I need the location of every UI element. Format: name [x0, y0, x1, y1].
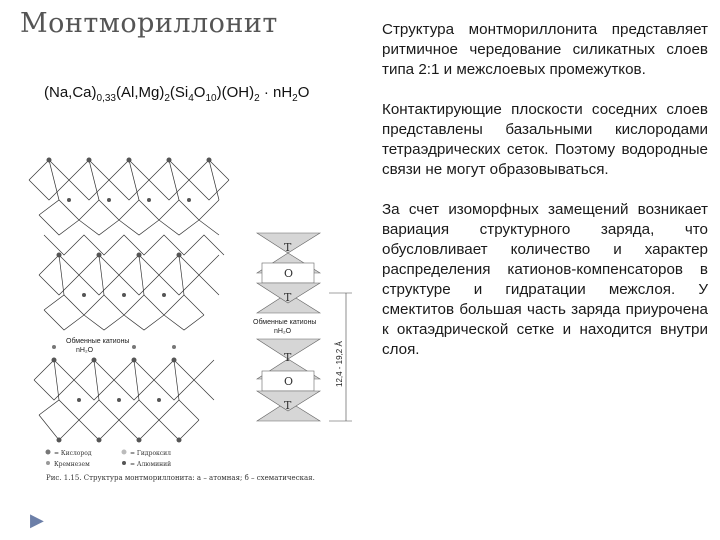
svg-text:Обменные катионы: Обменные катионы	[66, 338, 130, 345]
atomic-layer-middle	[39, 255, 219, 330]
svg-text:T: T	[284, 399, 292, 412]
figure-caption: Рис. 1.15. Структура монтмориллонита: а – атомная; б – схематическая.	[46, 474, 315, 482]
exchange-cations-left	[66, 337, 129, 354]
figure-legend	[46, 450, 172, 469]
slide-nav-arrow-icon[interactable]: ▶	[30, 510, 44, 530]
svg-text:Кремнезем: Кремнезем	[54, 461, 90, 468]
atomic-layer-top	[29, 160, 229, 255]
schematic-bottom-layer	[257, 339, 320, 421]
svg-text:= Гидроксил: = Гидроксил	[130, 450, 171, 457]
spacing-label: 12,4 - 19,2 Å	[335, 341, 344, 387]
svg-text:T: T	[284, 291, 292, 304]
paragraph-structure: Структура монтмориллонита представляет ритмичное чередование силикатных слоев типа 2:1 и межслоевых промежутков.	[382, 21, 708, 78]
svg-text:T: T	[284, 241, 292, 254]
svg-text:Обменные катионы: Обменные катионы	[253, 319, 317, 326]
schematic-top-layer	[257, 233, 320, 313]
paragraph-contact-planes: Контактирующие плоскости соседних слоев представлены базальными кислородами тетраэдрических сеток. Поэтому водородные связи не могут образовываться.	[382, 101, 708, 178]
montmorillonite-structure-figure	[24, 125, 369, 495]
svg-text:= Алюминий: = Алюминий	[130, 461, 172, 468]
atomic-layer-bottom	[34, 360, 214, 440]
description-text	[382, 20, 708, 380]
chemical-formula: $(Na,Ca)_{0,33}(Al,Mg)_2(Si_4O_{10})(OH)_2 \cdot nH_2O$	[44, 84, 310, 104]
slide-title: Монтмориллонит	[20, 8, 278, 39]
svg-text:nH₂O: nH₂O	[274, 328, 292, 335]
svg-text:T: T	[284, 351, 292, 364]
svg-text:O: O	[284, 267, 294, 280]
schematic-interlayer-label	[253, 318, 316, 335]
paragraph-isomorphic-substitution: За счет изоморфных замещений возникает вариация структурного заряда, что обусловливает количество и характер распределения катионов-компенсаторов в структуре и гидратации межслоя. У смектитов большая часть заряда приурочена к октаэдрической сетке и находится внутри слоя.	[382, 201, 708, 358]
svg-text:nH₂O: nH₂O	[76, 347, 94, 354]
svg-text:O: O	[284, 375, 294, 388]
svg-text:= Кислород: = Кислород	[54, 450, 92, 457]
